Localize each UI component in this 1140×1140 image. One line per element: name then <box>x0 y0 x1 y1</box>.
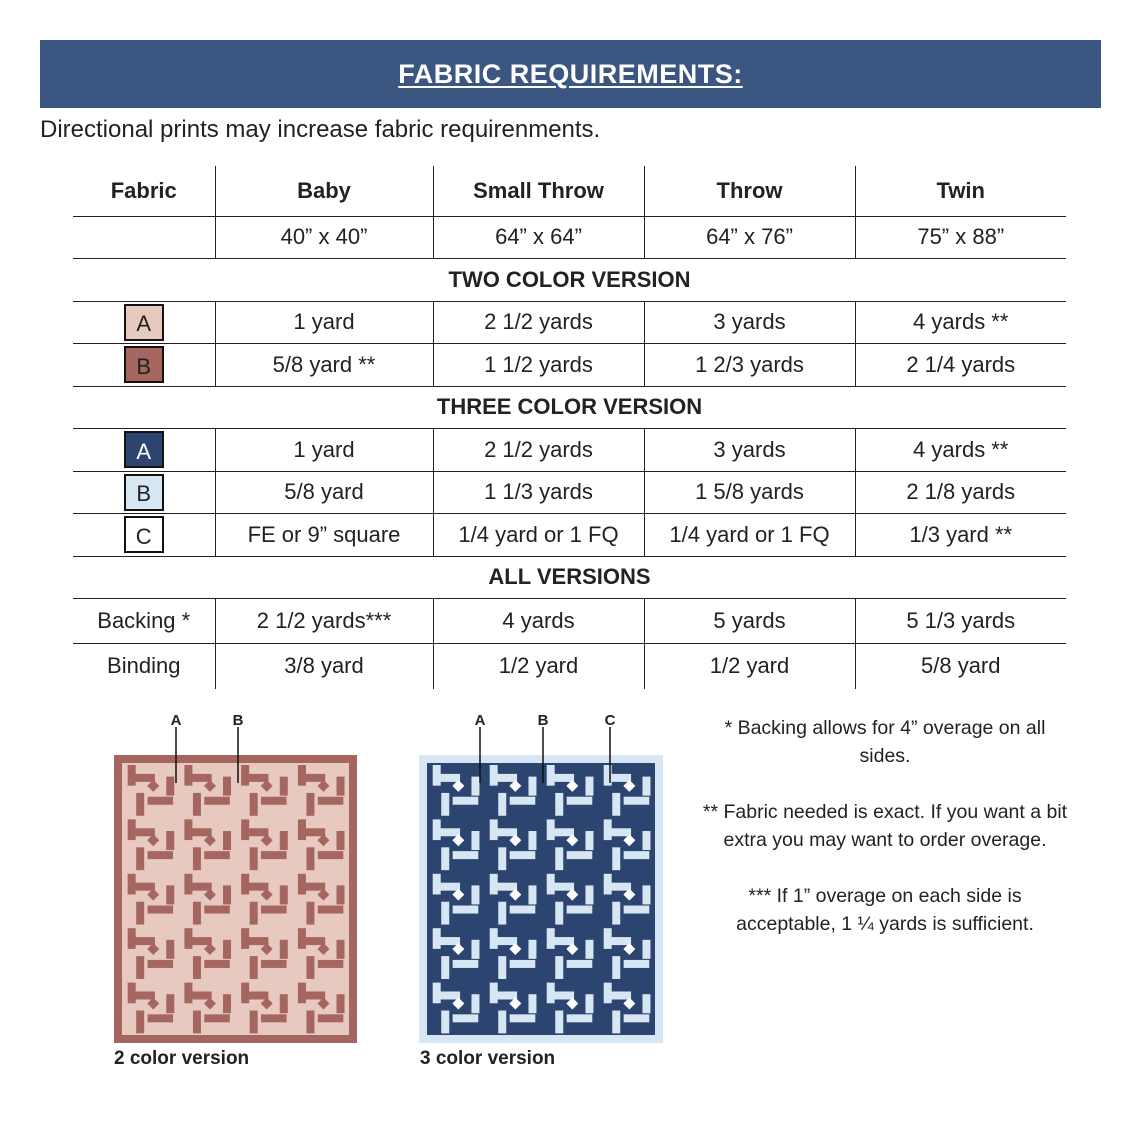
section-two-color: TWO COLOR VERSION <box>73 259 1066 302</box>
subtitle: Directional prints may increase fabric requirenments. <box>40 116 601 143</box>
requirement-cell: 4 yards ** <box>855 301 1066 344</box>
requirement-cell: 1 5/8 yards <box>644 471 855 514</box>
fabric-swatch: C <box>124 516 164 553</box>
requirement-cell: 2 1/2 yards*** <box>215 599 433 644</box>
requirement-cell: 5/8 yard ** <box>215 344 433 387</box>
quilt-label: C <box>604 712 616 729</box>
size-cell: 40” x 40” <box>215 216 433 259</box>
requirement-cell: 5 1/3 yards <box>855 599 1066 644</box>
requirement-cell: 1 yard <box>215 429 433 472</box>
requirement-cell: 3/8 yard <box>215 644 433 689</box>
requirement-cell: 1/4 yard or 1 FQ <box>644 514 855 557</box>
fabric-swatch: A <box>124 431 164 468</box>
requirement-cell: 2 1/2 yards <box>433 301 644 344</box>
requirement-cell: 1 1/3 yards <box>433 471 644 514</box>
quilt-label: A <box>474 712 486 729</box>
header-twin: Twin <box>855 166 1066 216</box>
requirement-cell: 5/8 yard <box>215 471 433 514</box>
header-fabric: Fabric <box>73 166 215 216</box>
requirement-cell: 5/8 yard <box>855 644 1066 689</box>
row-label: Binding <box>107 653 181 679</box>
quilt-label: B <box>537 712 549 729</box>
fabric-swatch: B <box>124 346 164 383</box>
footnotes <box>700 714 1070 966</box>
quilt-label: B <box>232 712 244 729</box>
requirement-cell: 1 yard <box>215 301 433 344</box>
footnote-overage: *** If 1” overage on each side is acceptable, 1 ¼ yards is sufficient. <box>736 885 1034 935</box>
header-baby: Baby <box>215 166 433 216</box>
section-all-versions: ALL VERSIONS <box>73 556 1066 599</box>
caption-2-color: 2 color version <box>114 1048 250 1069</box>
requirement-cell: 4 yards <box>433 599 644 644</box>
requirement-cell: 2 1/2 yards <box>433 429 644 472</box>
requirement-cell: 1 2/3 yards <box>644 344 855 387</box>
requirement-cell: 1 1/2 yards <box>433 344 644 387</box>
footnote-exact: ** Fabric needed is exact. If you want a bit extra you may want to order overage. <box>702 801 1068 851</box>
row-label: Backing * <box>73 599 215 644</box>
requirement-cell: 1/4 yard or 1 FQ <box>433 514 644 557</box>
requirement-cell: 3 yards <box>644 429 855 472</box>
header-throw: Throw <box>644 166 855 216</box>
requirement-cell: 1/2 yard <box>644 644 855 689</box>
requirement-cell: 1/2 yard <box>433 644 644 689</box>
header-small-throw: Small Throw <box>433 166 644 216</box>
section-three-color: THREE COLOR VERSION <box>73 386 1066 429</box>
page-title: FABRIC REQUIREMENTS: <box>398 58 743 89</box>
size-cell: 64” x 76” <box>644 216 855 259</box>
requirement-cell: 5 yards <box>644 599 855 644</box>
requirement-cell: 3 yards <box>644 301 855 344</box>
footnote-backing: * Backing allows for 4” overage on all sides. <box>724 717 1046 767</box>
requirement-cell: 2 1/8 yards <box>855 471 1066 514</box>
requirement-cell: 4 yards ** <box>855 429 1066 472</box>
fabric-swatch: A <box>124 304 164 341</box>
quilt-label: A <box>170 712 182 729</box>
size-cell: 64” x 64” <box>433 216 644 259</box>
caption-3-color: 3 color version <box>420 1048 556 1069</box>
fabric-swatch: B <box>124 474 164 511</box>
requirement-cell: 1/3 yard ** <box>855 514 1066 557</box>
requirement-cell: 2 1/4 yards <box>855 344 1066 387</box>
requirement-cell: FE or 9” square <box>215 514 433 557</box>
size-cell: 75” x 88” <box>855 216 1066 259</box>
